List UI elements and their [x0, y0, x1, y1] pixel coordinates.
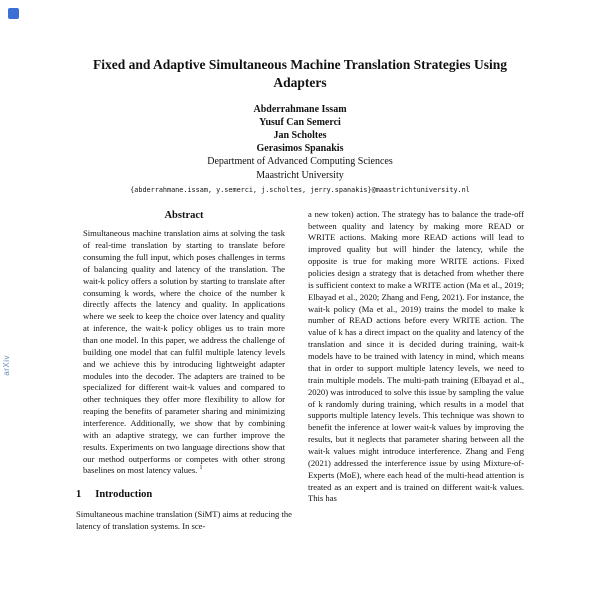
section-1-title: Introduction: [95, 489, 153, 501]
arxiv-watermark: arXiv: [2, 355, 11, 376]
introduction-paragraph: Simultaneous machine translation (SiMT) aims at reducing the latency of translation systems. In sce-: [76, 508, 292, 531]
author-name: Jan Scholtes: [273, 130, 327, 141]
abstract-section: [76, 209, 292, 478]
paper-title: Fixed and Adaptive Simultaneous Machine Translation Strategies Using Adapters: [93, 57, 507, 90]
two-column-body: [76, 209, 524, 533]
author-name: Gerasimos Spanakis: [256, 143, 344, 155]
author-emails: {abderrahmane.issam, y.semerci, j.scholtes, jerry.spanakis}@maastrichtuniversity.nl: [130, 185, 470, 194]
abstract-paragraph: [83, 228, 285, 477]
right-column: [308, 209, 524, 533]
section-1-number: 1: [76, 489, 82, 501]
corner-mark-icon: [8, 8, 19, 19]
footnote-marker: 1: [199, 465, 203, 472]
affiliation-university: Maastricht University: [256, 169, 344, 181]
author-block: [76, 103, 524, 182]
section-1-heading: [76, 488, 292, 502]
author-name: Abderrahmane Issam: [253, 103, 347, 115]
right-column-paragraph: a new token) action. The strategy has to balance the trade-off between quality and latency by making more READ or WRITE actions. Making more READ actions will lead to improved quality but will hinder the latency, while the opposite is true for making more WRITE actions. Fixed policies design a strategy that is detached from whether there is sufficient context to make a WRITE action (Ma et al., 2019; Elbayad et al., 2020; Zhang and Feng, 2021). For instance, the wait-k policy (Ma et al., 2019) trains the model to make k number of READ actions before every WRITE action. The value of k has a direct impact on the quality and latency of the translation and since it is decided during training, wait-k models have to be trained with latency in mind, which means that in order to support multiple latency levels, we need to train multiple models. The multi-path training (Elbayad et al., 2020) was introduced to solve this issue by sampling the value of k randomly during training, which results in a model that supports multiple latency levels. This technique was shown to benefit the inference at lower wait-k values by improving the results, but it neglects that parameter sharing between all the wait-k values might introduce interference. Zhang and Feng (2021) addressed the interference issue by using Mixture-of-Experts (MoE), where each head of the multi-head attention is treated as an expert and is trained on different wait-k values. This has: [308, 208, 524, 504]
abstract-text: Simultaneous machine translation aims at solving the task of real-time translation by starting to translate before consuming the full input, which poses challenges in terms of balancing quality and latency of the translation. The wait-k policy offers a solution by starting to translate after consuming k words, where the choice of the number k directly affects the latency and quality. In applications where we seek to keep the choice over latency and quality at inference, the wait-k policy obliges us to train more than one model. In this paper, we address the challenge of building one model that can fulfil multiple latency levels and we achieve this by introducing lightweight adapter modules into the decoder. The adapters are trained to be specialized for different wait-k values and compared to other techniques they offer more flexibility to allow for reaping the benefits of parameter sharing and minimizing interference. Additionally, we show that by combining with an adaptive strategy, we can further improve the results. Experiments on two language directions show that our method outperforms or competes with other strong baselines on most latency values.: [83, 228, 285, 476]
left-column: [76, 209, 292, 533]
affiliation-department: Department of Advanced Computing Sciences: [207, 156, 393, 168]
abstract-heading: Abstract: [164, 209, 204, 221]
author-name: Yusuf Can Semerci: [259, 116, 341, 128]
